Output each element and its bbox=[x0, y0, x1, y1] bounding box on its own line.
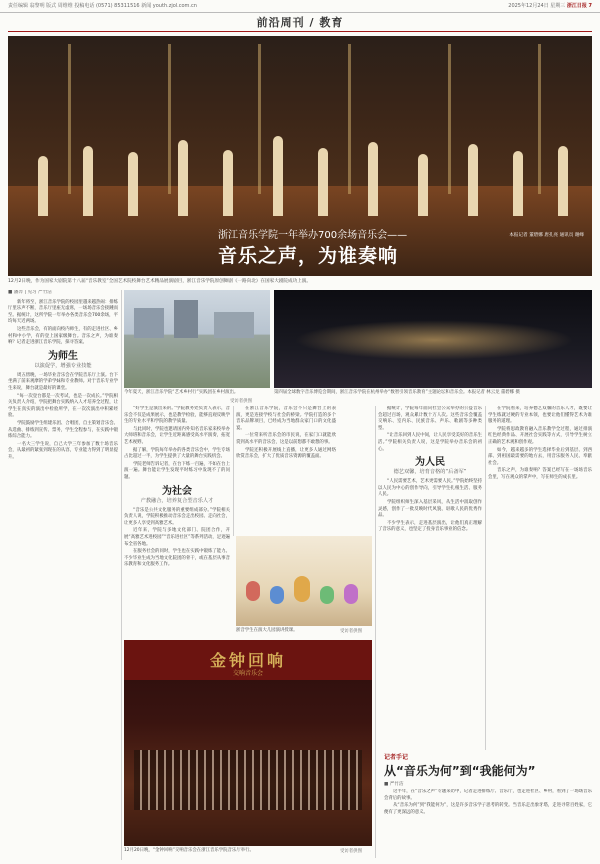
paragraph: 学院还积极开展线上直播，让更多人通过网络欣赏音乐会，扩大了优质音乐资源的覆盖面。 bbox=[236, 447, 336, 460]
dancer-figure bbox=[418, 154, 428, 216]
paragraph: 新年将至，浙江音乐学院的校园里越来越热闹：排练厅里乐声不断，音乐厅里座无虚席，一场场音乐会接踵而至。据统计，这所学院一年举办各类音乐会700余场，平均每天近两场。 bbox=[8, 299, 118, 325]
paragraph: 据了解，学院每年举办的各类音乐会中，学生专场占比超过一半，为学生提供了大量的舞台实践机会。 bbox=[124, 447, 230, 460]
paragraph: 据统计，学院每年面向社会公众举办的公益音乐会超过百场，观众累计数十万人次。这些音乐会覆盖交响乐、室内乐、民族音乐、声乐、歌剧等多种类型。 bbox=[378, 406, 482, 431]
dancer-figure bbox=[178, 140, 188, 216]
masthead-date-line bbox=[508, 0, 592, 12]
stage-ribbon bbox=[68, 44, 71, 194]
paragraph: 这些音乐会，有的面向校内师生，有的走进社区、乡村和中小学，有的登上国家级舞台。音乐之声，为谁奏响？记者走进浙江音乐学院，探寻答案。 bbox=[8, 326, 118, 346]
paragraph: 在浙江音乐学院，音乐会不只是舞台上的表演，更是连接学校与社会的桥梁。学院打造的多个音乐品牌项目，已经成为当地群众家门口的文化盛宴。 bbox=[236, 406, 336, 431]
hero-caption: 12月2日晚，作为国家大剧院第十八届“音乐教室”全国艺术院校舞台艺术精品展演剧目，浙江音乐学院原创舞剧《一路向北》在国家大剧院成功上演。 bbox=[8, 279, 311, 284]
stage-ribbon bbox=[258, 44, 261, 194]
paragraph: 近年来，学院与多地文化部门、院团合作，开展“高雅艺术进校园”“音乐进社区”等系列活动，足迹遍布全省各地。 bbox=[124, 528, 230, 547]
stage-ribbon bbox=[348, 44, 351, 194]
paragraph: “好学生是演出来的。”学院教务处负责人表示，音乐会不仅是成果展示，也是教学检验，能够直观反映学生的专业水平和学院的教学质量。 bbox=[124, 406, 230, 425]
dancer-figure bbox=[558, 146, 568, 216]
concert-banner-subtitle: 交响音乐会 bbox=[232, 670, 263, 677]
dancer-figure bbox=[83, 146, 93, 216]
stage-ribbon bbox=[538, 44, 541, 194]
paragraph: “音乐是公共文化服务的重要组成部分。”学院相关负责人说，学院积极推动音乐会走出校园、走向社会，让更多人享受到高雅艺术。 bbox=[124, 507, 230, 526]
orchestra-players bbox=[134, 750, 362, 810]
forum-concert-photo bbox=[274, 290, 592, 388]
building-shape bbox=[214, 312, 254, 338]
hero-photo bbox=[8, 36, 592, 276]
subheading-title: 为师生 bbox=[48, 350, 78, 362]
notes-title: 从“音乐为何”到“我能何为” bbox=[384, 764, 536, 778]
stage-light bbox=[294, 320, 574, 360]
concert-banner-title: 金钟回响 bbox=[209, 651, 286, 670]
paragraph: 一位常来听音乐会的市民说，在家门口就能欣赏到高水平的音乐会，这是以前想都不敢想的事。 bbox=[236, 433, 336, 445]
dancer-figure bbox=[468, 144, 478, 216]
paragraph: 如今，越来越多的学生选择毕业后到基层、到西部、到祖国最需要的地方去，用音乐服务人民、奉献社会。 bbox=[488, 447, 592, 466]
paragraph: 学院将思政教育融入音乐教学全过程，通过排演红色经典作品、开展社会实践等方式，引导学生树立正确的艺术观和创作观。 bbox=[488, 426, 592, 445]
section-title: 前沿周刊 / 教育 bbox=[256, 16, 344, 29]
kindergarten-lesson-photo bbox=[236, 536, 372, 626]
subheading-subtitle: 以演促学，增强专业技能 bbox=[34, 362, 92, 369]
subheading-teachers bbox=[8, 351, 118, 370]
masthead-editor-line: 责任编辑 翁黎明 版式 周维维 投稿电话 (0571) 85311516 新闻 youth.zjol.com.cn bbox=[8, 3, 197, 9]
stage-ribbon bbox=[168, 44, 171, 194]
column-divider bbox=[121, 290, 122, 860]
photo-credit: 受访者供图 bbox=[230, 399, 252, 404]
headline: 音乐之声，为谁奏响 bbox=[218, 245, 399, 267]
child-figure bbox=[270, 586, 284, 604]
teacher-figure bbox=[294, 576, 310, 602]
dancer-figure bbox=[273, 136, 283, 216]
notes-byline: ■ 严竹洁 bbox=[384, 782, 404, 787]
article-column-3 bbox=[236, 406, 336, 534]
dancer-figure bbox=[128, 152, 138, 216]
paragraph: 在服务社会的同时，学生也在实践中锻炼了能力。不少毕业生成为当地文化院团的骨干，或在基层从事音乐教育和文化服务工作。 bbox=[124, 549, 230, 568]
dancer-figure bbox=[38, 156, 48, 216]
subheading-people bbox=[378, 457, 482, 476]
article-column-5 bbox=[488, 406, 592, 750]
paragraph: 在学院看来，培养德艺双馨的音乐人才，既要让学生练就过硬的专业本领，也要让他们懂得艺术为谁服务的道理。 bbox=[488, 406, 592, 425]
photo-caption: 今年夏天，浙江音乐学院“艺术乡村行”实践团在乡村演出。 bbox=[124, 390, 239, 395]
masthead bbox=[0, 0, 600, 13]
building-shape bbox=[174, 300, 198, 338]
article-column-1 bbox=[8, 290, 118, 858]
photo-credit: 受访者供图 bbox=[340, 849, 362, 854]
paragraph: 学院老师告诉记者，在台下练一百遍，不如在台上演一遍。舞台能让学生发现平时练习中发现不了的问题。 bbox=[124, 461, 230, 480]
paragraph: 周五傍晚，一场毕业音乐会在学院音乐厅上演。台下坐满了前来观摩的学弟学妹和专业教师。对于音乐专业学生来说，舞台就是最好的课堂。 bbox=[8, 372, 118, 391]
paragraph: “每一次登台都是一次考试，也是一次成长。”学院相关负责人介绍，学院把舞台实践纳入人才培养全过程，让学生在真实的演出中检验所学，在一次次演出中积累经验。 bbox=[8, 393, 118, 419]
paragraph: 从“音乐为何”到“我能何为”，这是许多音乐学子思考的转变。当音乐走出象牙塔，走进寻常百姓家，它便有了更深远的意义。 bbox=[384, 803, 592, 815]
subheading-society bbox=[124, 486, 230, 505]
masthead-date: 2025年12月24日 星期三 bbox=[508, 3, 566, 9]
golden-bell-concert-photo bbox=[124, 640, 372, 846]
dancer-figure bbox=[223, 150, 233, 216]
stage-ribbon bbox=[448, 44, 451, 194]
article-column-4 bbox=[378, 406, 482, 750]
child-figure bbox=[344, 584, 358, 604]
article-byline: ■ 潘奔 | 见习 严竹洁 bbox=[8, 290, 52, 295]
paragraph: 这半年，在“音乐之声”专题采访中，记者走进排练厅、音乐厅，也走进社区、乡村，看到了一场场音乐会背后的故事。 bbox=[384, 789, 592, 801]
photo-caption: 12月20日晚，“金钟回响”交响音乐会在浙江音乐学院音乐厅举行。 bbox=[124, 848, 254, 853]
column-divider bbox=[485, 406, 486, 750]
dancer-figure bbox=[513, 151, 523, 216]
paragraph: 音乐之声，为谁奏响？答案已经写在一场场音乐会里，写在观众的掌声中，写在师生的成长里。 bbox=[488, 468, 592, 480]
child-figure bbox=[246, 581, 260, 601]
dancer-figure bbox=[368, 142, 378, 216]
page-number: 7 bbox=[588, 3, 592, 9]
subheading-title: 为社会 bbox=[162, 485, 192, 497]
paragraph: “人民需要艺术，艺术更需要人民。”学院始终坚持以人民为中心的创作导向，引导学生扎根生活、服务人民。 bbox=[378, 479, 482, 498]
author-credits: 本报记者 董碧娜 唐孔亮 通讯员 谢峰 bbox=[509, 233, 584, 238]
photo-caption: 浙音学生在演大儿园演讲授课。 bbox=[236, 628, 298, 633]
photo-credit: 受访者供图 bbox=[340, 629, 362, 634]
subheading-subtitle: 德艺双馨，培育音格的“后备军” bbox=[393, 469, 467, 476]
subheading-title: 为人民 bbox=[415, 457, 445, 469]
column-divider bbox=[375, 406, 376, 858]
reporter-notes bbox=[384, 752, 592, 857]
paragraph: 一名大三学生说，自己大学三年参加了数十场音乐会，从最初的紧张到现在的从容，专业能力得到了明显提升。 bbox=[8, 441, 118, 460]
subheading-subtitle: 产教融合，培养复合型音乐人才 bbox=[140, 497, 214, 504]
rural-performance-photo bbox=[124, 290, 270, 388]
section-divider bbox=[8, 31, 592, 32]
building-shape bbox=[134, 308, 164, 338]
paragraph: 学院组织师生深入基层采风，从生活中汲取创作灵感，创作了一批反映时代风貌、讴歌人民的优秀作品。 bbox=[378, 499, 482, 519]
headline-kicker: 浙江音乐学院一年举办700余场音乐会—— bbox=[218, 230, 408, 241]
photo-caption: 第四届全球数字音乐博览会期间，浙江音乐学院在杭州举办“数智引领音乐教育”主题论坛和音乐会。本报记者 林云龙 董碧娜 摄 bbox=[274, 390, 520, 395]
masthead-paper: 浙江日报 bbox=[566, 3, 587, 9]
notes-body bbox=[384, 789, 592, 857]
dancer-figure bbox=[318, 148, 328, 216]
paragraph: 学院鼓励学生组建乐团、合唱团，自主策划音乐会。从选曲、排练到宣传、票务，学生全程参与，在实践中锻炼综合能力。 bbox=[8, 420, 118, 440]
child-figure bbox=[320, 586, 334, 604]
notes-tag: 记者手记 bbox=[384, 754, 409, 761]
paragraph: 与此同时，学院也邀请国内外知名音乐家来校举办大师班和音乐会，让学生近距离感受高水平演奏，拓宽艺术视野。 bbox=[124, 426, 230, 445]
paragraph: 不少学生表示，走进基层演出，让他们真正理解了音乐的意义，也坚定了投身音乐事业的信念。 bbox=[378, 520, 482, 533]
column-divider bbox=[233, 406, 234, 536]
paragraph: “让音乐回到人民中间，让人民享受美好的音乐生活。”学院相关负责人说，这是学院举办音乐会的初心。 bbox=[378, 433, 482, 452]
